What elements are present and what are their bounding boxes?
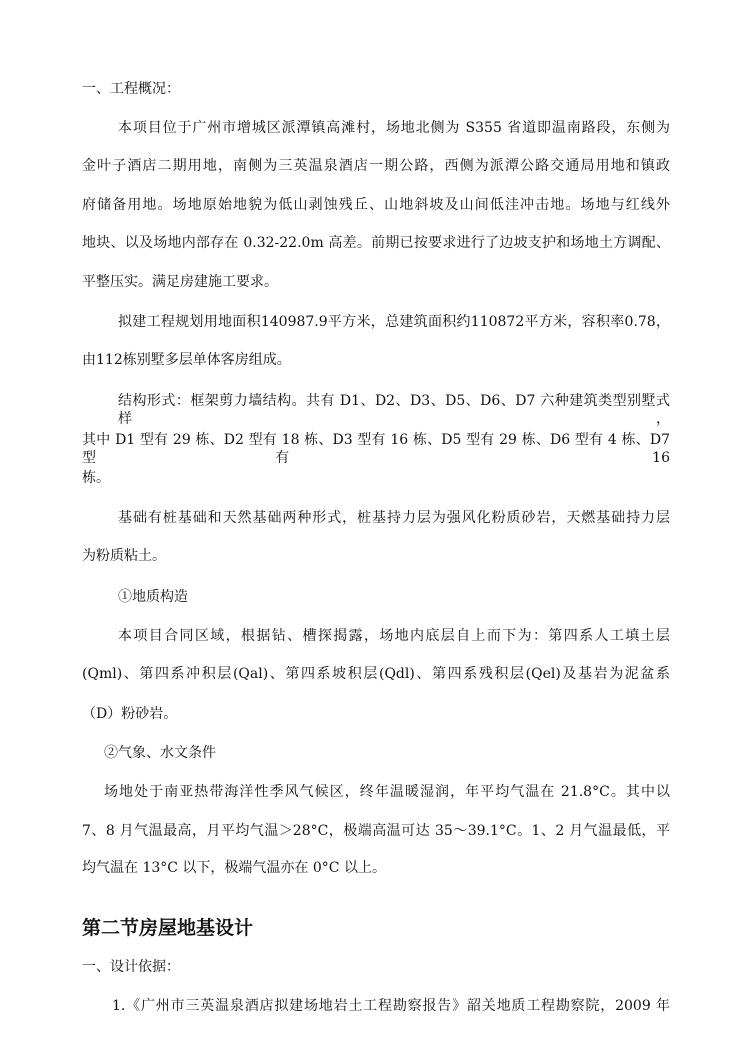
paragraph-line: 本项目位于广州市增城区派潭镇高滩村，场地北侧为 S355 省道即温南路段，东侧为 bbox=[118, 120, 670, 136]
paragraph-line: 府储备用地。场地原始地貌为低山剥蚀残丘、山地斜坡及山间低洼冲击地。场地与红线外 bbox=[82, 197, 670, 213]
paragraph-line: 本项目合同区域，根据钻、槽探揭露，场地内底层自上而下为：第四系人工填土层 bbox=[118, 628, 670, 644]
paragraph-line: 由112栋别墅多层单体客房组成。 bbox=[82, 352, 291, 368]
paragraph-line: 结构形式：框架剪力墙结构。共有 D1、D2、D3、D5、D6、D7 六种建筑类型别墅式样， bbox=[118, 393, 670, 427]
paragraph-line: 栋。 bbox=[82, 470, 110, 486]
paragraph-line: 为粉质粘土。 bbox=[82, 548, 166, 564]
paragraph-line: 均气温在 13°C 以下，极端气温亦在 0°C 以上。 bbox=[82, 860, 386, 876]
paragraph-line: 其中 D1 型有 29 栋、D2 型有 18 栋、D3 型有 16 栋、D5 型有 29 栋、D6 型有 4 栋、D7 型有 16 bbox=[82, 432, 670, 466]
paragraph-line: 拟建工程规划用地面积140987.9平方米，总建筑面积约110872平方米，容积率0.78， bbox=[118, 314, 670, 330]
section-heading: 一、设计依据： bbox=[82, 959, 180, 975]
paragraph-line: 场地处于南亚热带海洋性季风气候区，终年温暖湿润，年平均气温在 21.8°C。其中以 bbox=[104, 784, 670, 800]
paragraph-line: 7、8 月气温最高，月平均气温＞28°C，极端高温可达 35～39.1°C。1、2 月气温最低，平 bbox=[82, 823, 670, 839]
subheading: ②气象、水文条件 bbox=[104, 745, 216, 761]
reference-item: 1.《广州市三英温泉酒店拟建场地岩土工程勘察报告》韶关地质工程勘察院，2009 年 bbox=[112, 998, 670, 1014]
paragraph-line: 金叶子酒店二期用地，南侧为三英温泉酒店一期公路，西侧为派潭公路交通局用地和镇政 bbox=[82, 158, 670, 174]
paragraph-line: (Qml)、第四系冲积层(Qal)、第四系坡积层(Qdl)、第四系残积层(Qel)及基岩为泥盆系 bbox=[82, 666, 670, 682]
paragraph-line: 地块、以及场地内部存在 0.32-22.0m 高差。前期已按要求进行了边坡支护和场地土方调配、 bbox=[82, 235, 670, 251]
section-title: 第二节房屋地基设计 bbox=[82, 917, 254, 939]
subheading: ①地质构造 bbox=[118, 589, 188, 605]
paragraph-line: 基础有桩基础和天然基础两种形式，桩基持力层为强风化粉质砂岩，天燃基础持力层 bbox=[118, 510, 670, 526]
paragraph-line: （D）粉砂岩。 bbox=[82, 706, 178, 722]
paragraph-line: 平整压实。满足房建施工要求。 bbox=[82, 274, 278, 290]
section-heading: 一、工程概况： bbox=[82, 81, 180, 97]
